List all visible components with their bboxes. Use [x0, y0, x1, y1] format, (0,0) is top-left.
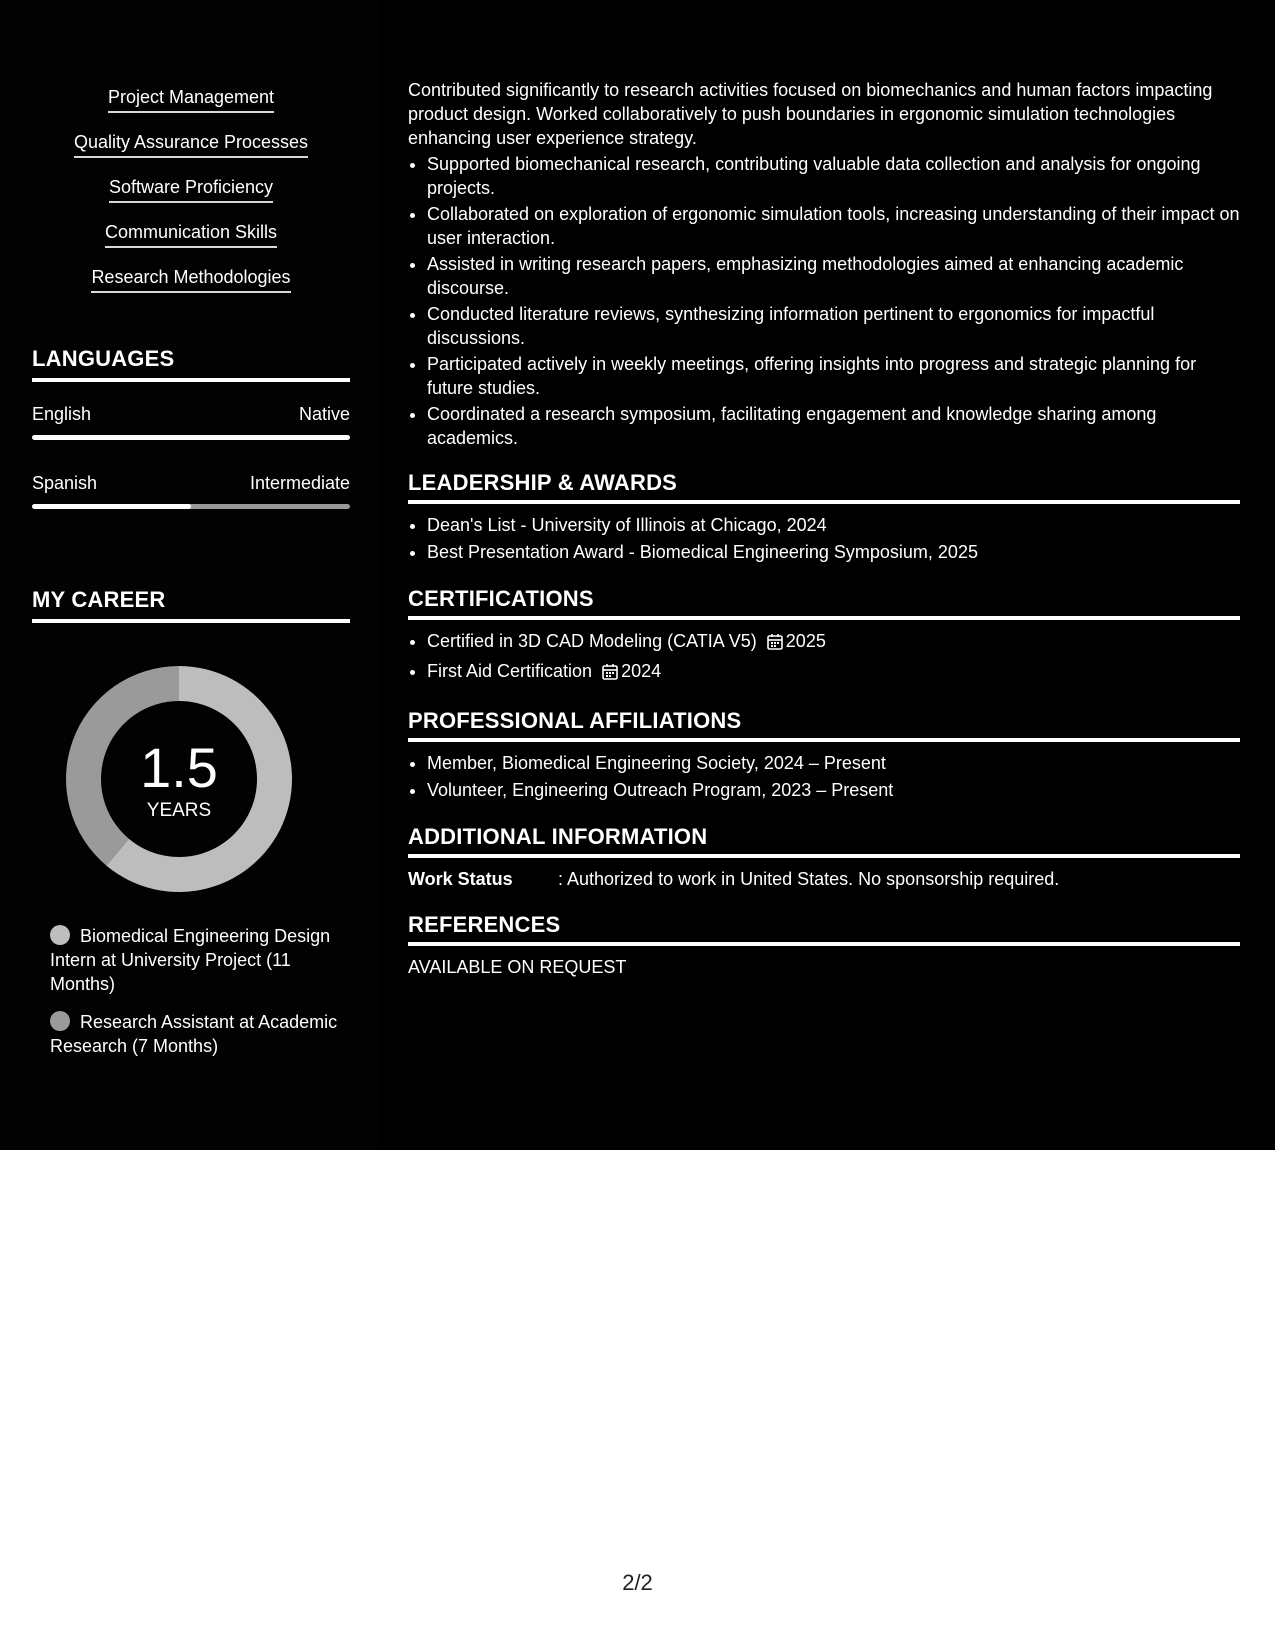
- leadership-item: • Dean's List - University of Illinois at Chicago, 2024: [427, 512, 1240, 539]
- additional-info-heading: ADDITIONAL INFORMATION: [408, 824, 1240, 858]
- experience-bullet: • Conducted literature reviews, synthesizing information pertinent to ergonomics for impactful discussions.: [427, 302, 1240, 350]
- affiliations-list: [408, 750, 1240, 804]
- certifications-heading: CERTIFICATIONS: [408, 586, 1240, 620]
- language-proficiency-fill: [32, 504, 191, 509]
- affiliation-item: • Member, Biomedical Engineering Society, 2024 – Present: [427, 750, 1240, 777]
- certification-year: 2024: [621, 661, 662, 681]
- legend-dot-icon: [50, 1011, 70, 1031]
- career-legend-item: [50, 924, 340, 996]
- certification-item: [427, 628, 1240, 658]
- leadership-list: [408, 512, 1240, 566]
- experience-bullet: • Coordinated a research symposium, facilitating engagement and knowledge sharing among academics.: [427, 402, 1240, 450]
- career-legend-label: Biomedical Engineering Design Intern at University Project (11 Months): [50, 926, 331, 994]
- experience-summary: Contributed significantly to research activities focused on biomechanics and human factors impacting product design. Worked collaboratively to push boundaries in ergonomic simulation technologies enhancing user experience strategy.: [408, 80, 1213, 148]
- language-proficiency-bar: [32, 504, 350, 509]
- career-legend-label: Research Assistant at Academic Research (7 Months): [50, 1012, 338, 1056]
- career-legend-item: [50, 1010, 340, 1058]
- experience-bullets: [408, 152, 1240, 450]
- skill-item: Research Methodologies: [91, 266, 290, 293]
- references-text: AVAILABLE ON REQUEST: [408, 957, 627, 977]
- legend-dot-icon: [50, 925, 70, 945]
- skill-item: Project Management: [108, 86, 274, 113]
- skills-list: [32, 86, 350, 311]
- leadership-item: • Best Presentation Award - Biomedical Engineering Symposium, 2025: [427, 539, 1240, 566]
- main-column: [408, 78, 1240, 980]
- certification-name: First Aid Certification: [427, 661, 593, 681]
- experience-bullet: • Assisted in writing research papers, emphasizing methodologies aimed at enhancing academic discourse.: [427, 252, 1240, 300]
- work-status-label: Work Status: [408, 869, 513, 889]
- certifications-list: [408, 628, 1240, 688]
- certification-name: Certified in 3D CAD Modeling (CATIA V5): [427, 631, 757, 651]
- affiliation-item: • Volunteer, Engineering Outreach Program, 2023 – Present: [427, 777, 1240, 804]
- work-status-row: [408, 866, 1240, 892]
- experience-bullet: • Participated actively in weekly meetings, offering insights into progress and strategic planning for future studies.: [427, 352, 1240, 400]
- certification-item: [427, 658, 1240, 688]
- work-status-value: : Authorized to work in United States. No sponsorship required.: [558, 869, 1060, 889]
- language-proficiency-fill: [32, 435, 350, 440]
- language-name: English: [32, 404, 92, 424]
- certification-year: 2025: [785, 631, 826, 651]
- language-spanish: [32, 473, 350, 509]
- skill-item: Quality Assurance Processes: [74, 131, 308, 158]
- career-donut-chart: [66, 666, 292, 892]
- calendar-icon: [602, 661, 618, 688]
- languages-heading: LANGUAGES: [32, 346, 350, 382]
- skill-item: Communication Skills: [105, 221, 277, 248]
- language-name: Spanish: [32, 473, 98, 493]
- references-heading: REFERENCES: [408, 912, 1240, 946]
- career-legend: [50, 924, 340, 1072]
- calendar-icon: [767, 631, 783, 658]
- leadership-heading: LEADERSHIP & AWARDS: [408, 470, 1240, 504]
- sidebar: [0, 0, 378, 1150]
- experience-bullet: • Collaborated on exploration of ergonomic simulation tools, increasing understanding of their impact on user interaction.: [427, 202, 1240, 250]
- experience-bullet: • Supported biomechanical research, contributing valuable data collection and analysis for ongoing projects.: [427, 152, 1240, 200]
- language-english: [32, 404, 350, 440]
- page-number: 2/2: [622, 1570, 653, 1595]
- career-heading: MY CAREER: [32, 587, 350, 623]
- affiliations-heading: PROFESSIONAL AFFILIATIONS: [408, 708, 1240, 742]
- language-level: Native: [298, 404, 350, 424]
- language-level: Intermediate: [249, 473, 350, 493]
- language-proficiency-bar: [32, 435, 350, 440]
- skill-item: Software Proficiency: [109, 176, 273, 203]
- career-total-value: 1.5: [140, 736, 218, 799]
- career-total-unit: YEARS: [146, 800, 212, 821]
